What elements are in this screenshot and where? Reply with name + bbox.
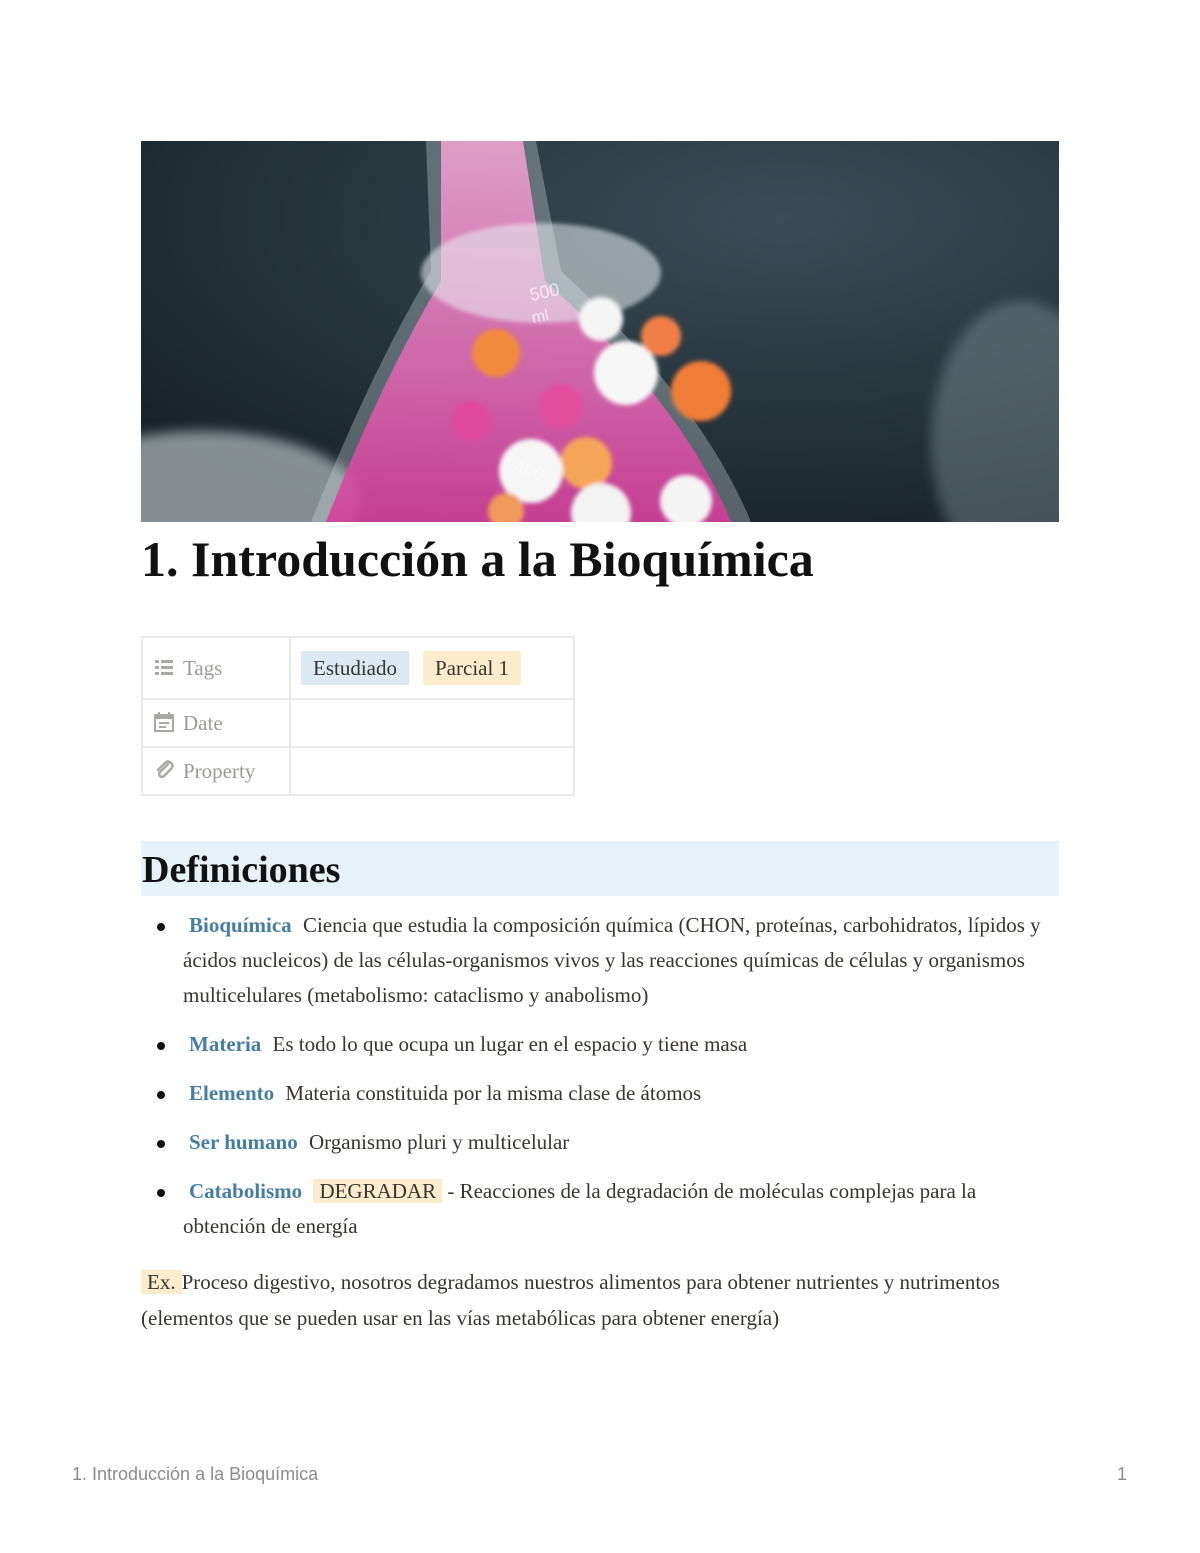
definition-term: Bioquímica <box>189 913 292 937</box>
graduation-ml: ml <box>530 306 551 327</box>
property-value-property[interactable] <box>290 747 574 795</box>
definition-text: - Reacciones de la degradación de moléculas complejas para la obtención de energía <box>183 1179 977 1238</box>
section-heading: Definiciones <box>141 841 1059 896</box>
example-label: Ex. <box>141 1270 182 1294</box>
property-label: Property <box>183 758 256 783</box>
example-paragraph <box>141 1264 1041 1336</box>
definition-term: Materia <box>189 1032 262 1056</box>
property-label: Date <box>183 710 223 735</box>
tag-parcial[interactable]: Parcial 1 <box>423 651 521 685</box>
cover-image <box>141 141 1059 522</box>
page-title: 1. Introducción a la Bioquímica <box>141 531 814 587</box>
property-name-date[interactable] <box>142 699 290 747</box>
example-text: Proceso digestivo, nosotros degradamos nuestros alimentos para obtener nutrientes y nutrimentos (elementos que se pueden usar en las vías metabólicas para obtener energía) <box>141 1270 1000 1330</box>
definition-text: Ciencia que estudia la composición química (CHON, proteínas, carbohidratos, lípidos y ácidos nucleicos) de las células-organismos vivos y las reacciones químicas de células y organismos multicelulares (metabolismo: cataclismo y anabolismo) <box>183 913 1041 1007</box>
footer-title: 1. Introducción a la Bioquímica <box>72 1464 319 1484</box>
tag-estudiado[interactable]: Estudiado <box>301 651 409 685</box>
calendar-icon <box>153 711 175 733</box>
list-item <box>141 908 1059 1013</box>
page-number: 1 <box>1117 1464 1128 1484</box>
definition-term: Catabolismo <box>189 1179 303 1203</box>
definition-text: Materia constituida por la misma clase de átomos <box>285 1081 702 1105</box>
paperclip-icon <box>153 759 175 781</box>
property-row-tags <box>142 637 574 699</box>
definition-term: Elemento <box>189 1081 275 1105</box>
list-item <box>141 1125 1059 1160</box>
list-item <box>141 1027 1059 1062</box>
property-name-property[interactable] <box>142 747 290 795</box>
graduation-400: 400 <box>511 455 547 486</box>
property-row-date <box>142 699 574 747</box>
property-label: Tags <box>183 655 223 680</box>
properties-table <box>141 636 575 796</box>
property-value-date[interactable] <box>290 699 574 747</box>
property-value-tags[interactable] <box>290 637 574 699</box>
definition-text: Organismo pluri y multicelular <box>308 1130 570 1154</box>
list-item <box>141 1174 1059 1244</box>
definitions-list <box>141 908 1059 1258</box>
property-row-property <box>142 747 574 795</box>
definition-text: Es todo lo que ocupa un lugar en el espacio y tiene masa <box>272 1032 748 1056</box>
property-name-tags[interactable] <box>142 637 290 699</box>
flask-illustration <box>141 141 1059 522</box>
highlight-text: DEGRADAR <box>313 1179 442 1203</box>
list-item <box>141 1076 1059 1111</box>
definition-term: Ser humano <box>189 1130 298 1154</box>
list-icon <box>153 656 175 678</box>
graduation-500: 500 <box>527 279 562 305</box>
